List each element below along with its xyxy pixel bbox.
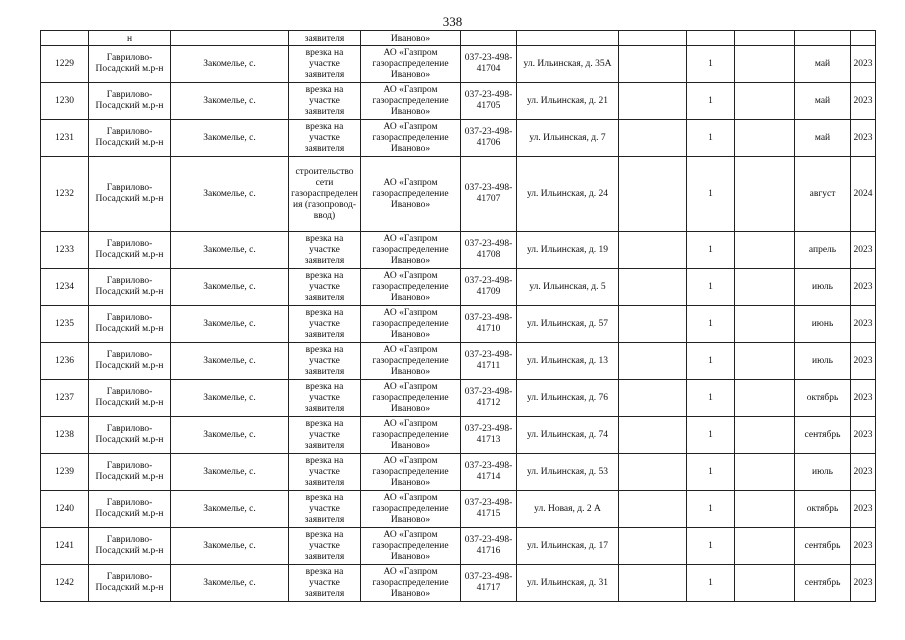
- cell-num: 1238: [41, 417, 89, 454]
- cell-place: [171, 31, 289, 46]
- table-row: [41, 83, 876, 120]
- cell-work: строительство сети газораспределения (газопровод-ввод): [289, 157, 361, 232]
- cell-month: май: [795, 83, 851, 120]
- cell-work: врезка на участке заявителя: [289, 83, 361, 120]
- cell-count: 1: [687, 269, 735, 306]
- cell-count: 1: [687, 157, 735, 232]
- cell-address: ул. Ильинская, д. 24: [517, 157, 619, 232]
- cell-empty-b: [735, 380, 795, 417]
- cell-code: 037-23-498-41716: [461, 528, 517, 565]
- cell-address: ул. Ильинская, д. 74: [517, 417, 619, 454]
- cell-year: 2023: [851, 565, 876, 602]
- cell-address: ул. Ильинская, д. 31: [517, 565, 619, 602]
- cell-address: ул. Ильинская, д. 76: [517, 380, 619, 417]
- cell-org: АО «Газпром газораспределение Иваново»: [361, 343, 461, 380]
- cell-count: 1: [687, 46, 735, 83]
- cell-year: 2023: [851, 232, 876, 269]
- cell-month: май: [795, 46, 851, 83]
- cell-month: июль: [795, 343, 851, 380]
- table-row-continued: [41, 31, 876, 46]
- cell-place: Закомелье, с.: [171, 269, 289, 306]
- cell-address: ул. Новая, д. 2 А: [517, 491, 619, 528]
- cell-count: 1: [687, 528, 735, 565]
- table-row: [41, 306, 876, 343]
- cell-empty-a: [619, 380, 687, 417]
- cell-num: 1231: [41, 120, 89, 157]
- cell-num: 1234: [41, 269, 89, 306]
- cell-code: 037-23-498-41713: [461, 417, 517, 454]
- cell-work: врезка на участке заявителя: [289, 454, 361, 491]
- cell-org: АО «Газпром газораспределение Иваново»: [361, 528, 461, 565]
- cell-month: июль: [795, 269, 851, 306]
- cell-num: 1229: [41, 46, 89, 83]
- cell-num: 1241: [41, 528, 89, 565]
- cell-district: Гаврилово-Посадский м.р-н: [89, 343, 171, 380]
- cell-address: ул. Ильинская, д. 5: [517, 269, 619, 306]
- table-row: [41, 232, 876, 269]
- cell-empty-b: [735, 491, 795, 528]
- cell-district: Гаврилово-Посадский м.р-н: [89, 269, 171, 306]
- table-row: [41, 120, 876, 157]
- cell-num: 1240: [41, 491, 89, 528]
- cell-empty-b: [735, 232, 795, 269]
- table-row: [41, 528, 876, 565]
- cell-num: 1235: [41, 306, 89, 343]
- cell-empty-b: [735, 83, 795, 120]
- cell-empty-b: [735, 565, 795, 602]
- cell-place: Закомелье, с.: [171, 454, 289, 491]
- cell-place: Закомелье, с.: [171, 343, 289, 380]
- cell-code: 037-23-498-41710: [461, 306, 517, 343]
- cell-count: 1: [687, 343, 735, 380]
- cell-district: Гаврилово-Посадский м.р-н: [89, 157, 171, 232]
- table-row: [41, 417, 876, 454]
- cell-org: АО «Газпром газораспределение Иваново»: [361, 83, 461, 120]
- cell-month: август: [795, 157, 851, 232]
- cell-place: Закомелье, с.: [171, 232, 289, 269]
- cell-empty-b: [735, 120, 795, 157]
- cell-org: АО «Газпром газораспределение Иваново»: [361, 491, 461, 528]
- cell-code: 037-23-498-41705: [461, 83, 517, 120]
- cell-code: 037-23-498-41707: [461, 157, 517, 232]
- table-row: [41, 491, 876, 528]
- cell-org: Иваново»: [361, 31, 461, 46]
- cell-code: 037-23-498-41708: [461, 232, 517, 269]
- cell-district: Гаврилово-Посадский м.р-н: [89, 46, 171, 83]
- cell-empty-b: [735, 454, 795, 491]
- cell-month: сентябрь: [795, 528, 851, 565]
- cell-num: 1242: [41, 565, 89, 602]
- cell-count: 1: [687, 83, 735, 120]
- cell-place: Закомелье, с.: [171, 46, 289, 83]
- cell-work: врезка на участке заявителя: [289, 380, 361, 417]
- cell-code: 037-23-498-41706: [461, 120, 517, 157]
- cell-empty-b: [735, 157, 795, 232]
- cell-month: май: [795, 120, 851, 157]
- cell-num: 1233: [41, 232, 89, 269]
- cell-num: 1239: [41, 454, 89, 491]
- cell-empty-a: [619, 343, 687, 380]
- cell-year: 2024: [851, 157, 876, 232]
- cell-org: АО «Газпром газораспределение Иваново»: [361, 157, 461, 232]
- cell-place: Закомелье, с.: [171, 528, 289, 565]
- cell-empty-a: [619, 157, 687, 232]
- cell-year: 2023: [851, 380, 876, 417]
- cell-district: Гаврилово-Посадский м.р-н: [89, 454, 171, 491]
- cell-district: Гаврилово-Посадский м.р-н: [89, 417, 171, 454]
- cell-count: 1: [687, 120, 735, 157]
- cell-place: Закомелье, с.: [171, 417, 289, 454]
- table-row: [41, 46, 876, 83]
- cell-num: 1236: [41, 343, 89, 380]
- cell-empty-a: [619, 417, 687, 454]
- cell-empty-b: [735, 46, 795, 83]
- cell-address: ул. Ильинская, д. 53: [517, 454, 619, 491]
- cell-empty-b: [735, 306, 795, 343]
- cell-empty-b: [735, 343, 795, 380]
- cell-empty-a: [619, 31, 687, 46]
- table-row: [41, 380, 876, 417]
- cell-place: Закомелье, с.: [171, 380, 289, 417]
- cell-year: 2023: [851, 528, 876, 565]
- cell-work: врезка на участке заявителя: [289, 343, 361, 380]
- cell-district: Гаврилово-Посадский м.р-н: [89, 528, 171, 565]
- cell-address: ул. Ильинская, д. 7: [517, 120, 619, 157]
- cell-org: АО «Газпром газораспределение Иваново»: [361, 46, 461, 83]
- cell-district: Гаврилово-Посадский м.р-н: [89, 306, 171, 343]
- cell-address: ул. Ильинская, д. 21: [517, 83, 619, 120]
- cell-district: Гаврилово-Посадский м.р-н: [89, 380, 171, 417]
- cell-month: [795, 31, 851, 46]
- table-row: [41, 565, 876, 602]
- cell-year: 2023: [851, 46, 876, 83]
- cell-num: 1232: [41, 157, 89, 232]
- cell-code: 037-23-498-41704: [461, 46, 517, 83]
- cell-district: Гаврилово-Посадский м.р-н: [89, 232, 171, 269]
- cell-empty-a: [619, 306, 687, 343]
- table-row: [41, 269, 876, 306]
- cell-num: 1230: [41, 83, 89, 120]
- cell-work: врезка на участке заявителя: [289, 491, 361, 528]
- cell-work: врезка на участке заявителя: [289, 528, 361, 565]
- cell-work: врезка на участке заявителя: [289, 46, 361, 83]
- cell-work: врезка на участке заявителя: [289, 232, 361, 269]
- cell-code: 037-23-498-41715: [461, 491, 517, 528]
- cell-empty-b: [735, 417, 795, 454]
- cell-work: врезка на участке заявителя: [289, 269, 361, 306]
- cell-year: 2023: [851, 306, 876, 343]
- cell-empty-a: [619, 565, 687, 602]
- cell-month: сентябрь: [795, 565, 851, 602]
- cell-month: апрель: [795, 232, 851, 269]
- cell-empty-a: [619, 46, 687, 83]
- cell-year: 2023: [851, 120, 876, 157]
- cell-org: АО «Газпром газораспределение Иваново»: [361, 417, 461, 454]
- cell-address: ул. Ильинская, д. 19: [517, 232, 619, 269]
- cell-num: [41, 31, 89, 46]
- table-row: [41, 343, 876, 380]
- cell-org: АО «Газпром газораспределение Иваново»: [361, 380, 461, 417]
- cell-year: 2023: [851, 343, 876, 380]
- page-number: 338: [442, 14, 463, 29]
- cell-work: заявителя: [289, 31, 361, 46]
- cell-empty-a: [619, 83, 687, 120]
- cell-empty-b: [735, 528, 795, 565]
- cell-empty-a: [619, 454, 687, 491]
- cell-district: Гаврилово-Посадский м.р-н: [89, 83, 171, 120]
- cell-year: 2023: [851, 491, 876, 528]
- cell-work: врезка на участке заявителя: [289, 120, 361, 157]
- cell-district: Гаврилово-Посадский м.р-н: [89, 120, 171, 157]
- cell-address: [517, 31, 619, 46]
- cell-code: 037-23-498-41714: [461, 454, 517, 491]
- cell-code: [461, 31, 517, 46]
- cell-year: 2023: [851, 454, 876, 491]
- table-row: [41, 157, 876, 232]
- cell-place: Закомелье, с.: [171, 83, 289, 120]
- cell-count: 1: [687, 454, 735, 491]
- cell-org: АО «Газпром газораспределение Иваново»: [361, 454, 461, 491]
- cell-empty-a: [619, 269, 687, 306]
- cell-count: 1: [687, 232, 735, 269]
- cell-count: 1: [687, 491, 735, 528]
- cell-count: 1: [687, 417, 735, 454]
- cell-empty-a: [619, 528, 687, 565]
- cell-month: сентябрь: [795, 417, 851, 454]
- cell-district: Гаврилово-Посадский м.р-н: [89, 491, 171, 528]
- cell-code: 037-23-498-41717: [461, 565, 517, 602]
- cell-year: 2023: [851, 83, 876, 120]
- cell-org: АО «Газпром газораспределение Иваново»: [361, 565, 461, 602]
- cell-address: ул. Ильинская, д. 57: [517, 306, 619, 343]
- cell-org: АО «Газпром газораспределение Иваново»: [361, 306, 461, 343]
- cell-year: 2023: [851, 417, 876, 454]
- cell-address: ул. Ильинская, д. 17: [517, 528, 619, 565]
- cell-org: АО «Газпром газораспределение Иваново»: [361, 232, 461, 269]
- cell-count: 1: [687, 565, 735, 602]
- cell-empty-a: [619, 120, 687, 157]
- cell-place: Закомелье, с.: [171, 491, 289, 528]
- cell-month: июль: [795, 454, 851, 491]
- cell-month: октябрь: [795, 380, 851, 417]
- cell-place: Закомелье, с.: [171, 565, 289, 602]
- cell-year: 2023: [851, 269, 876, 306]
- cell-code: 037-23-498-41709: [461, 269, 517, 306]
- cell-place: Закомелье, с.: [171, 157, 289, 232]
- cell-count: 1: [687, 380, 735, 417]
- cell-empty-a: [619, 491, 687, 528]
- cell-work: врезка на участке заявителя: [289, 306, 361, 343]
- cell-code: 037-23-498-41712: [461, 380, 517, 417]
- schedule-table: [40, 30, 876, 602]
- cell-address: ул. Ильинская, д. 13: [517, 343, 619, 380]
- cell-month: октябрь: [795, 491, 851, 528]
- cell-address: ул. Ильинская, д. 35А: [517, 46, 619, 83]
- cell-empty-b: [735, 31, 795, 46]
- cell-work: врезка на участке заявителя: [289, 417, 361, 454]
- cell-work: врезка на участке заявителя: [289, 565, 361, 602]
- cell-empty-a: [619, 232, 687, 269]
- cell-count: [687, 31, 735, 46]
- cell-place: Закомелье, с.: [171, 306, 289, 343]
- table-row: [41, 454, 876, 491]
- cell-month: июнь: [795, 306, 851, 343]
- cell-empty-b: [735, 269, 795, 306]
- cell-count: 1: [687, 306, 735, 343]
- cell-place: Закомелье, с.: [171, 120, 289, 157]
- cell-year: [851, 31, 876, 46]
- cell-org: АО «Газпром газораспределение Иваново»: [361, 269, 461, 306]
- cell-code: 037-23-498-41711: [461, 343, 517, 380]
- cell-district: Гаврилово-Посадский м.р-н: [89, 565, 171, 602]
- cell-org: АО «Газпром газораспределение Иваново»: [361, 120, 461, 157]
- cell-district: н: [89, 31, 171, 46]
- cell-num: 1237: [41, 380, 89, 417]
